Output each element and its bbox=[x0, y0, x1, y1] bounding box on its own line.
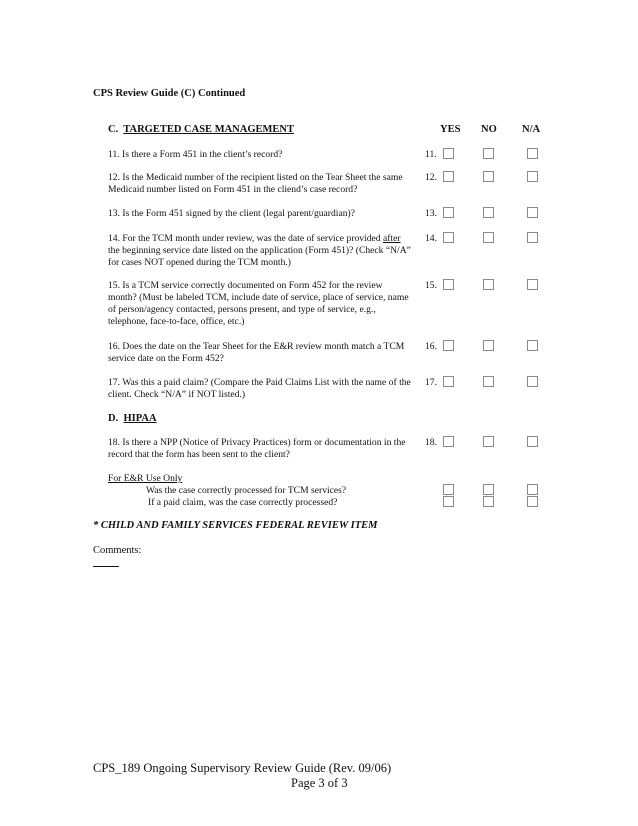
question-14 bbox=[108, 233, 413, 269]
er-yes-checkbox[interactable] bbox=[443, 496, 454, 507]
no-checkbox[interactable] bbox=[483, 279, 494, 290]
footer-form-title: CPS_189 Ongoing Supervisory Review Guide (Rev. 09/06) bbox=[93, 761, 392, 775]
na-checkbox[interactable] bbox=[527, 279, 538, 290]
section-d-letter: D. bbox=[108, 413, 119, 424]
page-header: CPS Review Guide (C) Continued bbox=[93, 88, 246, 99]
question-14-text-a: 14. For the TCM month under review, was the date of service provided bbox=[108, 233, 383, 244]
question-11: 11. Is there a Form 451 in the client’s record? bbox=[108, 149, 283, 160]
er-question-1: Was the case correctly processed for TCM services? bbox=[146, 485, 347, 496]
na-checkbox[interactable] bbox=[527, 171, 538, 182]
na-checkbox[interactable] bbox=[527, 148, 538, 159]
yes-checkbox[interactable] bbox=[443, 340, 454, 351]
question-number: 11. bbox=[425, 149, 437, 160]
na-checkbox[interactable] bbox=[527, 207, 538, 218]
no-checkbox[interactable] bbox=[483, 232, 494, 243]
question-12: 12. Is the Medicaid number of the recipient listed on the Tear Sheet the same Medicaid number listed on Form 451 in the cliend’s case record? bbox=[108, 172, 403, 195]
yes-checkbox[interactable] bbox=[443, 436, 454, 447]
na-checkbox[interactable] bbox=[527, 232, 538, 243]
na-checkbox[interactable] bbox=[527, 376, 538, 387]
yes-checkbox[interactable] bbox=[443, 148, 454, 159]
yes-checkbox[interactable] bbox=[443, 376, 454, 387]
no-checkbox[interactable] bbox=[483, 436, 494, 447]
comments-underline bbox=[93, 566, 119, 567]
no-checkbox[interactable] bbox=[483, 207, 494, 218]
footer-page-number: Page 3 of 3 bbox=[291, 776, 348, 790]
question-14-text-b: the beginning service date listed on the application (Form 451)? (Check “N/A” for cases NOT opened during the TCM month.) bbox=[108, 245, 411, 268]
question-17: 17. Was this a paid claim? (Compare the Paid Claims List with the name of the client. Check “N/A” if NOT listed.) bbox=[108, 377, 411, 400]
question-number: 17. bbox=[425, 377, 437, 388]
question-16: 16. Does the date on the Tear Sheet for the E&R review month match a TCM service date on the Form 452? bbox=[108, 341, 405, 364]
section-c-letter: C. bbox=[108, 124, 119, 135]
no-checkbox[interactable] bbox=[483, 376, 494, 387]
er-use-only-label: For E&R Use Only bbox=[108, 473, 183, 484]
er-na-checkbox[interactable] bbox=[527, 496, 538, 507]
yes-checkbox[interactable] bbox=[443, 232, 454, 243]
question-number: 12. bbox=[425, 172, 437, 183]
er-yes-checkbox[interactable] bbox=[443, 484, 454, 495]
question-13: 13. Is the Form 451 signed by the client (legal parent/guardian)? bbox=[108, 208, 355, 219]
no-checkbox[interactable] bbox=[483, 148, 494, 159]
question-15: 15. Is a TCM service correctly documented on Form 452 for the review month? (Must be labeled TCM, include date of service, place of service, name of person/agency contacted, persons present, and type of service, e.g., telephone, face-to-face, office, etc.) bbox=[108, 280, 409, 327]
question-18: 18. Is there a NPP (Notice of Privacy Practices) form or documentation in the record that the form has been sent to the client? bbox=[108, 437, 406, 460]
yes-checkbox[interactable] bbox=[443, 279, 454, 290]
column-no: NO bbox=[481, 124, 497, 135]
er-na-checkbox[interactable] bbox=[527, 484, 538, 495]
er-no-checkbox[interactable] bbox=[483, 484, 494, 495]
no-checkbox[interactable] bbox=[483, 171, 494, 182]
question-number: 14. bbox=[425, 233, 437, 244]
yes-checkbox[interactable] bbox=[443, 207, 454, 218]
question-number: 16. bbox=[425, 341, 437, 352]
federal-review-note: * CHILD AND FAMILY SERVICES FEDERAL REVIEW ITEM bbox=[93, 520, 378, 531]
er-question-2: If a paid claim, was the case correctly processed? bbox=[148, 497, 338, 508]
no-checkbox[interactable] bbox=[483, 340, 494, 351]
column-yes: YES bbox=[440, 124, 461, 135]
column-na: N/A bbox=[522, 124, 541, 135]
section-c-title: TARGETED CASE MANAGEMENT bbox=[123, 124, 295, 135]
section-c-heading bbox=[108, 124, 294, 135]
question-14-underlined-word: after bbox=[382, 233, 401, 244]
question-number: 18. bbox=[425, 437, 437, 448]
comments-label: Comments: bbox=[93, 545, 142, 556]
na-checkbox[interactable] bbox=[527, 340, 538, 351]
question-number: 13. bbox=[425, 208, 437, 219]
question-number: 15. bbox=[425, 280, 437, 291]
er-no-checkbox[interactable] bbox=[483, 496, 494, 507]
yes-checkbox[interactable] bbox=[443, 171, 454, 182]
section-d-heading bbox=[108, 413, 157, 424]
na-checkbox[interactable] bbox=[527, 436, 538, 447]
section-d-title: HIPAA bbox=[123, 413, 157, 424]
